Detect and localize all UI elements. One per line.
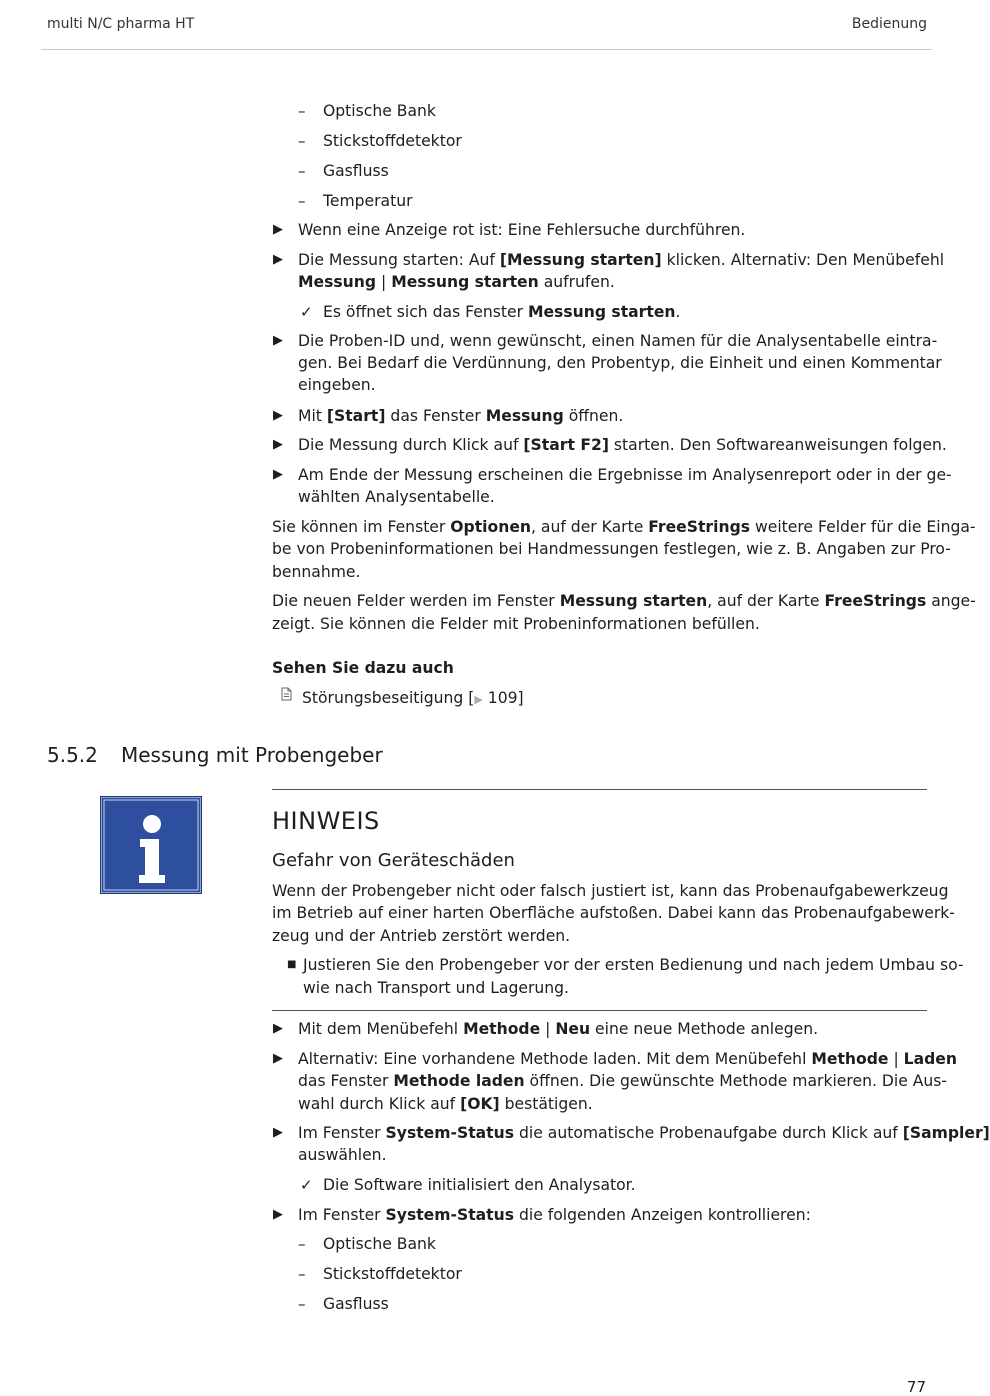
- step-text: das Fenster Methode laden öffnen. Die gewünschte Methode markieren. Die Aus-: [298, 1072, 948, 1090]
- step-text: Die Messung starten: Auf [Messung starten] klicken. Alternativ: Den Menübefehl: [298, 251, 945, 269]
- header-right: Bedienung: [851, 16, 927, 32]
- step-text: Mit dem Menübefehl Methode | Neu eine neue Methode anlegen.: [298, 1020, 819, 1038]
- step-text: Alternativ: Eine vorhandene Methode laden. Mit dem Menübefehl Methode | Laden: [298, 1050, 957, 1068]
- paragraph-line: zeigt. Sie können die Felder mit Probeninformationen befüllen.: [272, 615, 760, 633]
- paragraph-line: Sie können im Fenster Optionen, auf der Karte FreeStrings weitere Felder für die Einga-: [272, 518, 976, 536]
- step-text: Im Fenster System-Status die automatische Probenaufgabe durch Klick auf [Sampler]: [298, 1124, 990, 1142]
- triangle-right-icon: ▶: [474, 693, 483, 706]
- step-text: wählten Analysentabelle.: [298, 488, 495, 506]
- triangle-right-icon: ▶: [273, 1207, 283, 1222]
- dash-marker: –: [298, 192, 306, 210]
- section-number: 5.5.2: [47, 743, 98, 767]
- triangle-right-icon: ▶: [273, 222, 283, 237]
- triangle-right-icon: ▶: [273, 437, 283, 452]
- notice-text: im Betrieb auf einer harten Oberfläche aufstoßen. Dabei kann das Probenaufgabewerk-: [272, 904, 955, 922]
- list-item: Optische Bank: [323, 102, 436, 120]
- step-text: Am Ende der Messung erscheinen die Ergebnisse im Analysenreport oder in der ge-: [298, 466, 952, 484]
- document-icon: [281, 687, 292, 710]
- triangle-right-icon: ▶: [273, 1125, 283, 1140]
- notice-top-rule: [272, 789, 927, 790]
- list-item: Stickstoffdetektor: [323, 132, 462, 150]
- step-text: Die Proben-ID und, wenn gewünscht, einen Namen für die Analysentabelle eintra-: [298, 332, 938, 350]
- notice-bullet-text: Justieren Sie den Probengeber vor der ersten Bedienung und nach jedem Umbau so-: [303, 956, 964, 974]
- step-text: Die Messung durch Klick auf [Start F2] starten. Den Softwareanweisungen folgen.: [298, 436, 947, 454]
- step-text: gen. Bei Bedarf die Verdünnung, den Probentyp, die Einheit und einen Kommentar: [298, 354, 942, 372]
- paragraph-line: bennahme.: [272, 563, 361, 581]
- step-text: Messung | Messung starten aufrufen.: [298, 273, 615, 291]
- paragraph-line: Die neuen Felder werden im Fenster Messung starten, auf der Karte FreeStrings ange-: [272, 592, 976, 610]
- triangle-right-icon: ▶: [273, 408, 283, 423]
- square-bullet-icon: ■: [287, 959, 297, 970]
- triangle-right-icon: ▶: [273, 333, 283, 348]
- list-item: Gasfluss: [323, 1295, 389, 1313]
- see-also-title: Sehen Sie dazu auch: [272, 659, 454, 677]
- check-icon: ✓: [300, 303, 313, 321]
- info-icon: [100, 796, 202, 894]
- triangle-right-icon: ▶: [273, 467, 283, 482]
- triangle-right-icon: ▶: [273, 252, 283, 267]
- notice-bullet-text: wie nach Transport und Lagerung.: [303, 979, 570, 997]
- notice-text: Wenn der Probengeber nicht oder falsch justiert ist, kann das Probenaufgabewerkzeug: [272, 882, 949, 900]
- triangle-right-icon: ▶: [273, 1021, 283, 1036]
- section-title: Messung mit Probengeber: [121, 743, 383, 767]
- dash-marker: –: [298, 132, 306, 150]
- check-icon: ✓: [300, 1176, 313, 1194]
- step-text: Mit [Start] das Fenster Messung öffnen.: [298, 407, 624, 425]
- page-number: 77: [906, 1378, 926, 1396]
- paragraph-line: be von Probeninformationen bei Handmessungen festlegen, wie z. B. Angaben zur Pro-: [272, 540, 951, 558]
- notice-subtitle: Gefahr von Geräteschäden: [272, 850, 515, 871]
- step-text: auswählen.: [298, 1146, 387, 1164]
- dash-marker: –: [298, 102, 306, 120]
- header-left: multi N/C pharma HT: [47, 16, 195, 32]
- dash-marker: –: [298, 162, 306, 180]
- step-text: Im Fenster System-Status die folgenden Anzeigen kontrollieren:: [298, 1206, 811, 1224]
- step-text: wahl durch Klick auf [OK] bestätigen.: [298, 1095, 593, 1113]
- result-text: Es öffnet sich das Fenster Messung starten.: [323, 303, 681, 321]
- notice-text: zeug und der Antrieb zerstört werden.: [272, 927, 571, 945]
- result-text: Die Software initialisiert den Analysator.: [323, 1176, 636, 1194]
- dash-marker: –: [298, 1295, 306, 1313]
- step-text: Wenn eine Anzeige rot ist: Eine Fehlersuche durchführen.: [298, 221, 746, 239]
- dash-marker: –: [298, 1265, 306, 1283]
- header-divider: [41, 49, 932, 50]
- list-item: Optische Bank: [323, 1235, 436, 1253]
- list-item: Stickstoffdetektor: [323, 1265, 462, 1283]
- notice-bottom-rule: [272, 1010, 927, 1011]
- list-item: Temperatur: [323, 192, 413, 210]
- step-text: eingeben.: [298, 376, 376, 394]
- cross-reference-link[interactable]: Störungsbeseitigung [▶ 109]: [302, 689, 524, 707]
- triangle-right-icon: ▶: [273, 1051, 283, 1066]
- dash-marker: –: [298, 1235, 306, 1253]
- list-item: Gasfluss: [323, 162, 389, 180]
- notice-title: HINWEIS: [272, 807, 380, 835]
